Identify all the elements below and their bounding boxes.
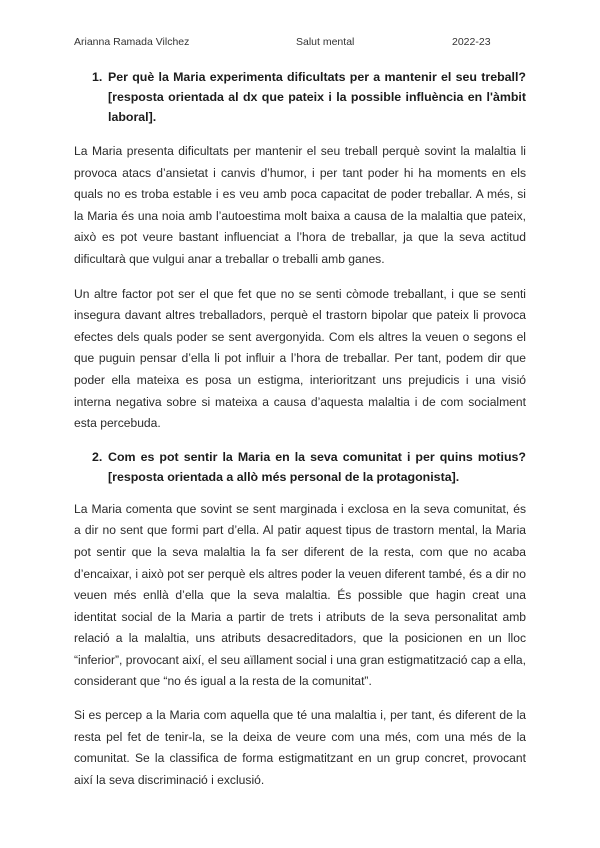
question-2-text: Com es pot sentir la Maria en la seva comunitat i per quins motius? [resposta orientada a allò més personal de la protagonista]. [108,449,526,484]
question-1-text: Per què la Maria experimenta dificultats per a mantenir el seu treball? [resposta orientada al dx que pateix i la possible influència en l'àmbit laboral]. [108,70,526,124]
header-author: Arianna Ramada Vilchez [74,36,190,48]
document-body [74,62,526,791]
question-2 [92,447,526,487]
question-1 [92,67,526,127]
question-2-number: 2. [92,449,103,464]
header-year: 2022-23 [452,36,491,48]
answer-2-paragraph-2: Si es percep a la Maria com aquella que té una malaltia i, per tant, és diferent de la resta pel fet de tenir-la, se la deixa de veure com una més, com una més de la comunitat. Se la classifica de forma estigmatitzant en un grup concret, provocant així la seva discriminació i exclusió. [74,708,526,787]
answer-1-paragraph-1: La Maria presenta dificultats per mantenir el seu treball perquè sovint la malaltia li provoca atacs d’ansietat i canvis d’humor, i per tant poder hi ha moments en els quals no es troba estable i es veu amb poca capacitat de poder treballar. A més, si la Maria és una noia amb l’autoestima molt baixa a causa de la malaltia que pateix, això es pot veure bastant influenciat a l’hora de treballar, ja que la seva actitud dificultarà que vulgui anar a treballar o treballi amb ganes. [74,144,526,266]
header-topic: Salut mental [296,36,355,48]
page-header [74,36,526,52]
question-1-number: 1. [92,70,103,84]
answer-1-paragraph-2: Un altre factor pot ser el que fet que no se senti còmode treballant, i que se senti insegura davant altres treballadors, perquè el trastorn bipolar que pateix li provoca efectes dels quals poder se sent avergonyida. Com els altres la veuen o segons el que puguin pensar d’ella li pot influir a l’hora de treballar. Per tant, podem dir que poder ella mateixa es posa un estigma, interioritzant uns prejudicis i una visió interna negativa sobre si mateixa a causa d’aquesta malaltia i de com socialment esta percebuda. [74,286,526,431]
answer-2-paragraph-1: La Maria comenta que sovint se sent marginada i exclosa en la seva comunitat, és a dir no sent que formi part d’ella. Al patir aquest tipus de trastorn mental, la Maria pot sentir que la seva malaltia la fa ser diferent de la resta, com que no acaba d’encaixar, i això pot ser perquè els altres poder la veuen diferent també, és a dir no veuen més enllà d’ella que la seva malaltia. És possible que hagin creat una identitat social de la Maria a partir de trets i atributs de la seva personalitat amb relació a la malaltia, uns atributs desacreditadors, que la posicionen en un lloc “inferior”, provocant així, el seu aïllament social i una gran estigmatització cap a ella, considerant que “no és igual a la resta de la comunitat”. [74,501,526,689]
